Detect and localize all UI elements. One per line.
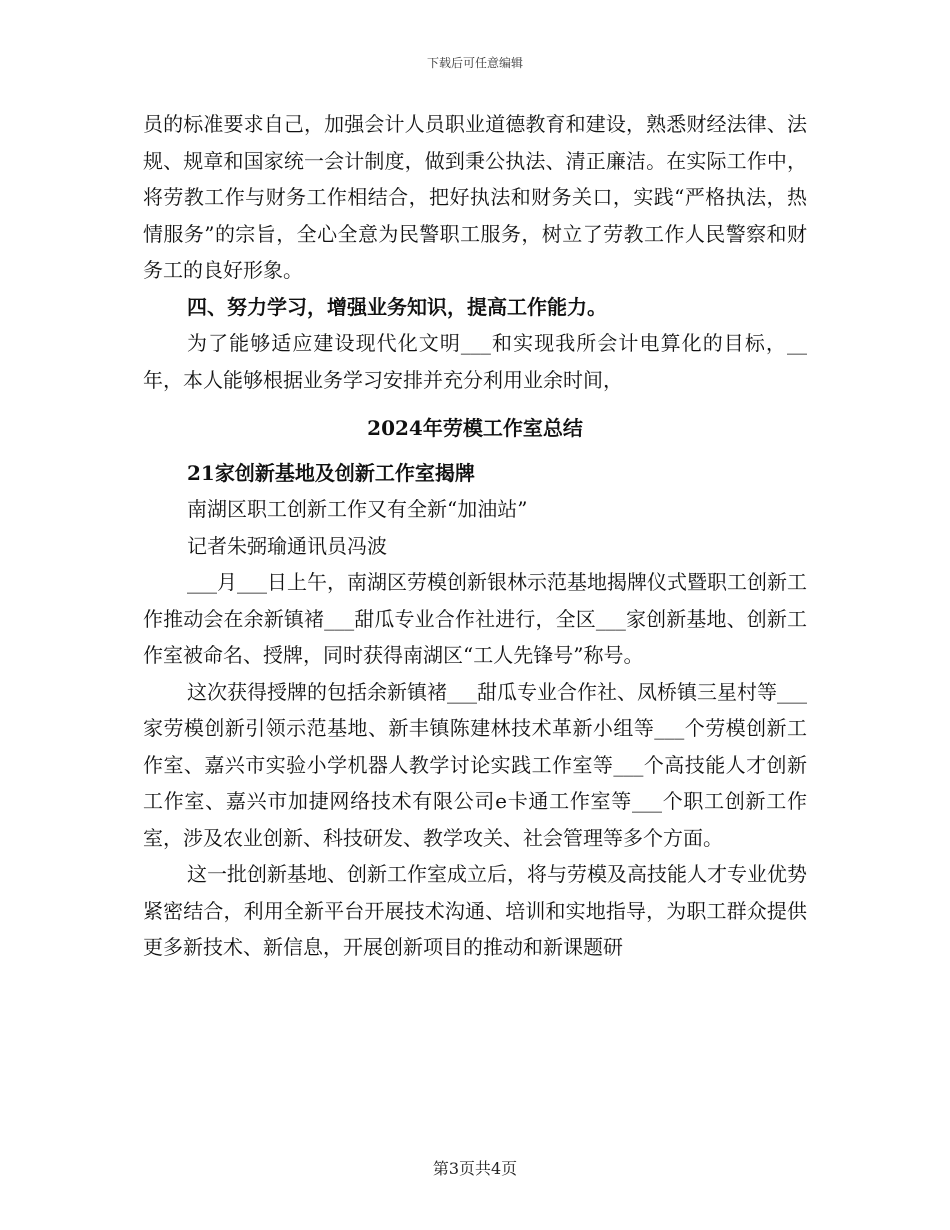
article-paragraph-3: 这一批创新基地、创新工作室成立后，将与劳模及高技能人才专业优势紧密结合，利用全新平台开展技术沟通、培训和实地指导，为职工群众提供更多新技术、新信息，开展创新项目的推动和新课题研	[143, 862, 807, 959]
section-four-heading: 四、努力学习，增强业务知识，提高工作能力。	[187, 294, 607, 319]
paragraph-continuation: 员的标准要求自己，加强会计人员职业道德教育和建设，熟悉财经法律、法规、规章和国家统一会计制度，做到秉公执法、清正廉洁。在实际工作中，将劳教工作与财务工作相结合，把好执法和财务关口，实践“严格执法，热情服务”的宗旨，全心全意为民警职工服务，树立了劳教工作人民警察和财务工的良好形象。	[143, 112, 807, 282]
article-paragraph-2: 这次获得授牌的包括余新镇褚___甜瓜专业合作社、凤桥镇三星村等___家劳模创新引领示范基地、新丰镇陈建林技术革新小组等___个劳模创新工作室、嘉兴市实验小学机器人教学讨论实践工作室等___个高技能人才创新工作室、嘉兴市加捷网络技术有限公司e卡通工作室等___个职工创新工作室，涉及农业创新、科技研发、教学攻关、社会管理等多个方面。	[143, 679, 807, 850]
article-headline: 21家创新基地及创新工作室揭牌	[187, 460, 475, 485]
page-indicator: 第3页共4页	[432, 1159, 518, 1178]
header-download-note: 下载后可任意编辑	[426, 56, 523, 70]
document-body	[143, 106, 807, 966]
article-subheadline: 南湖区职工创新工作又有全新“加油站”	[187, 497, 528, 521]
article-paragraph-1: ___月___日上午，南湖区劳模创新银林示范基地揭牌仪式暨职工创新工作推动会在余新镇褚___甜瓜专业合作社进行，全区___家创新基地、创新工作室被命名、授牌，同时获得南湖区“工人先锋号”称号。	[143, 570, 807, 667]
section-four-paragraph: 为了能够适应建设现代化文明___和实现我所会计电算化的目标，__年，本人能够根据业务学习安排并充分利用业余时间，	[143, 331, 807, 392]
document-title: 2024年劳模工作室总结	[367, 416, 583, 440]
article-byline: 记者朱弼瑜通讯员冯波	[187, 533, 387, 558]
